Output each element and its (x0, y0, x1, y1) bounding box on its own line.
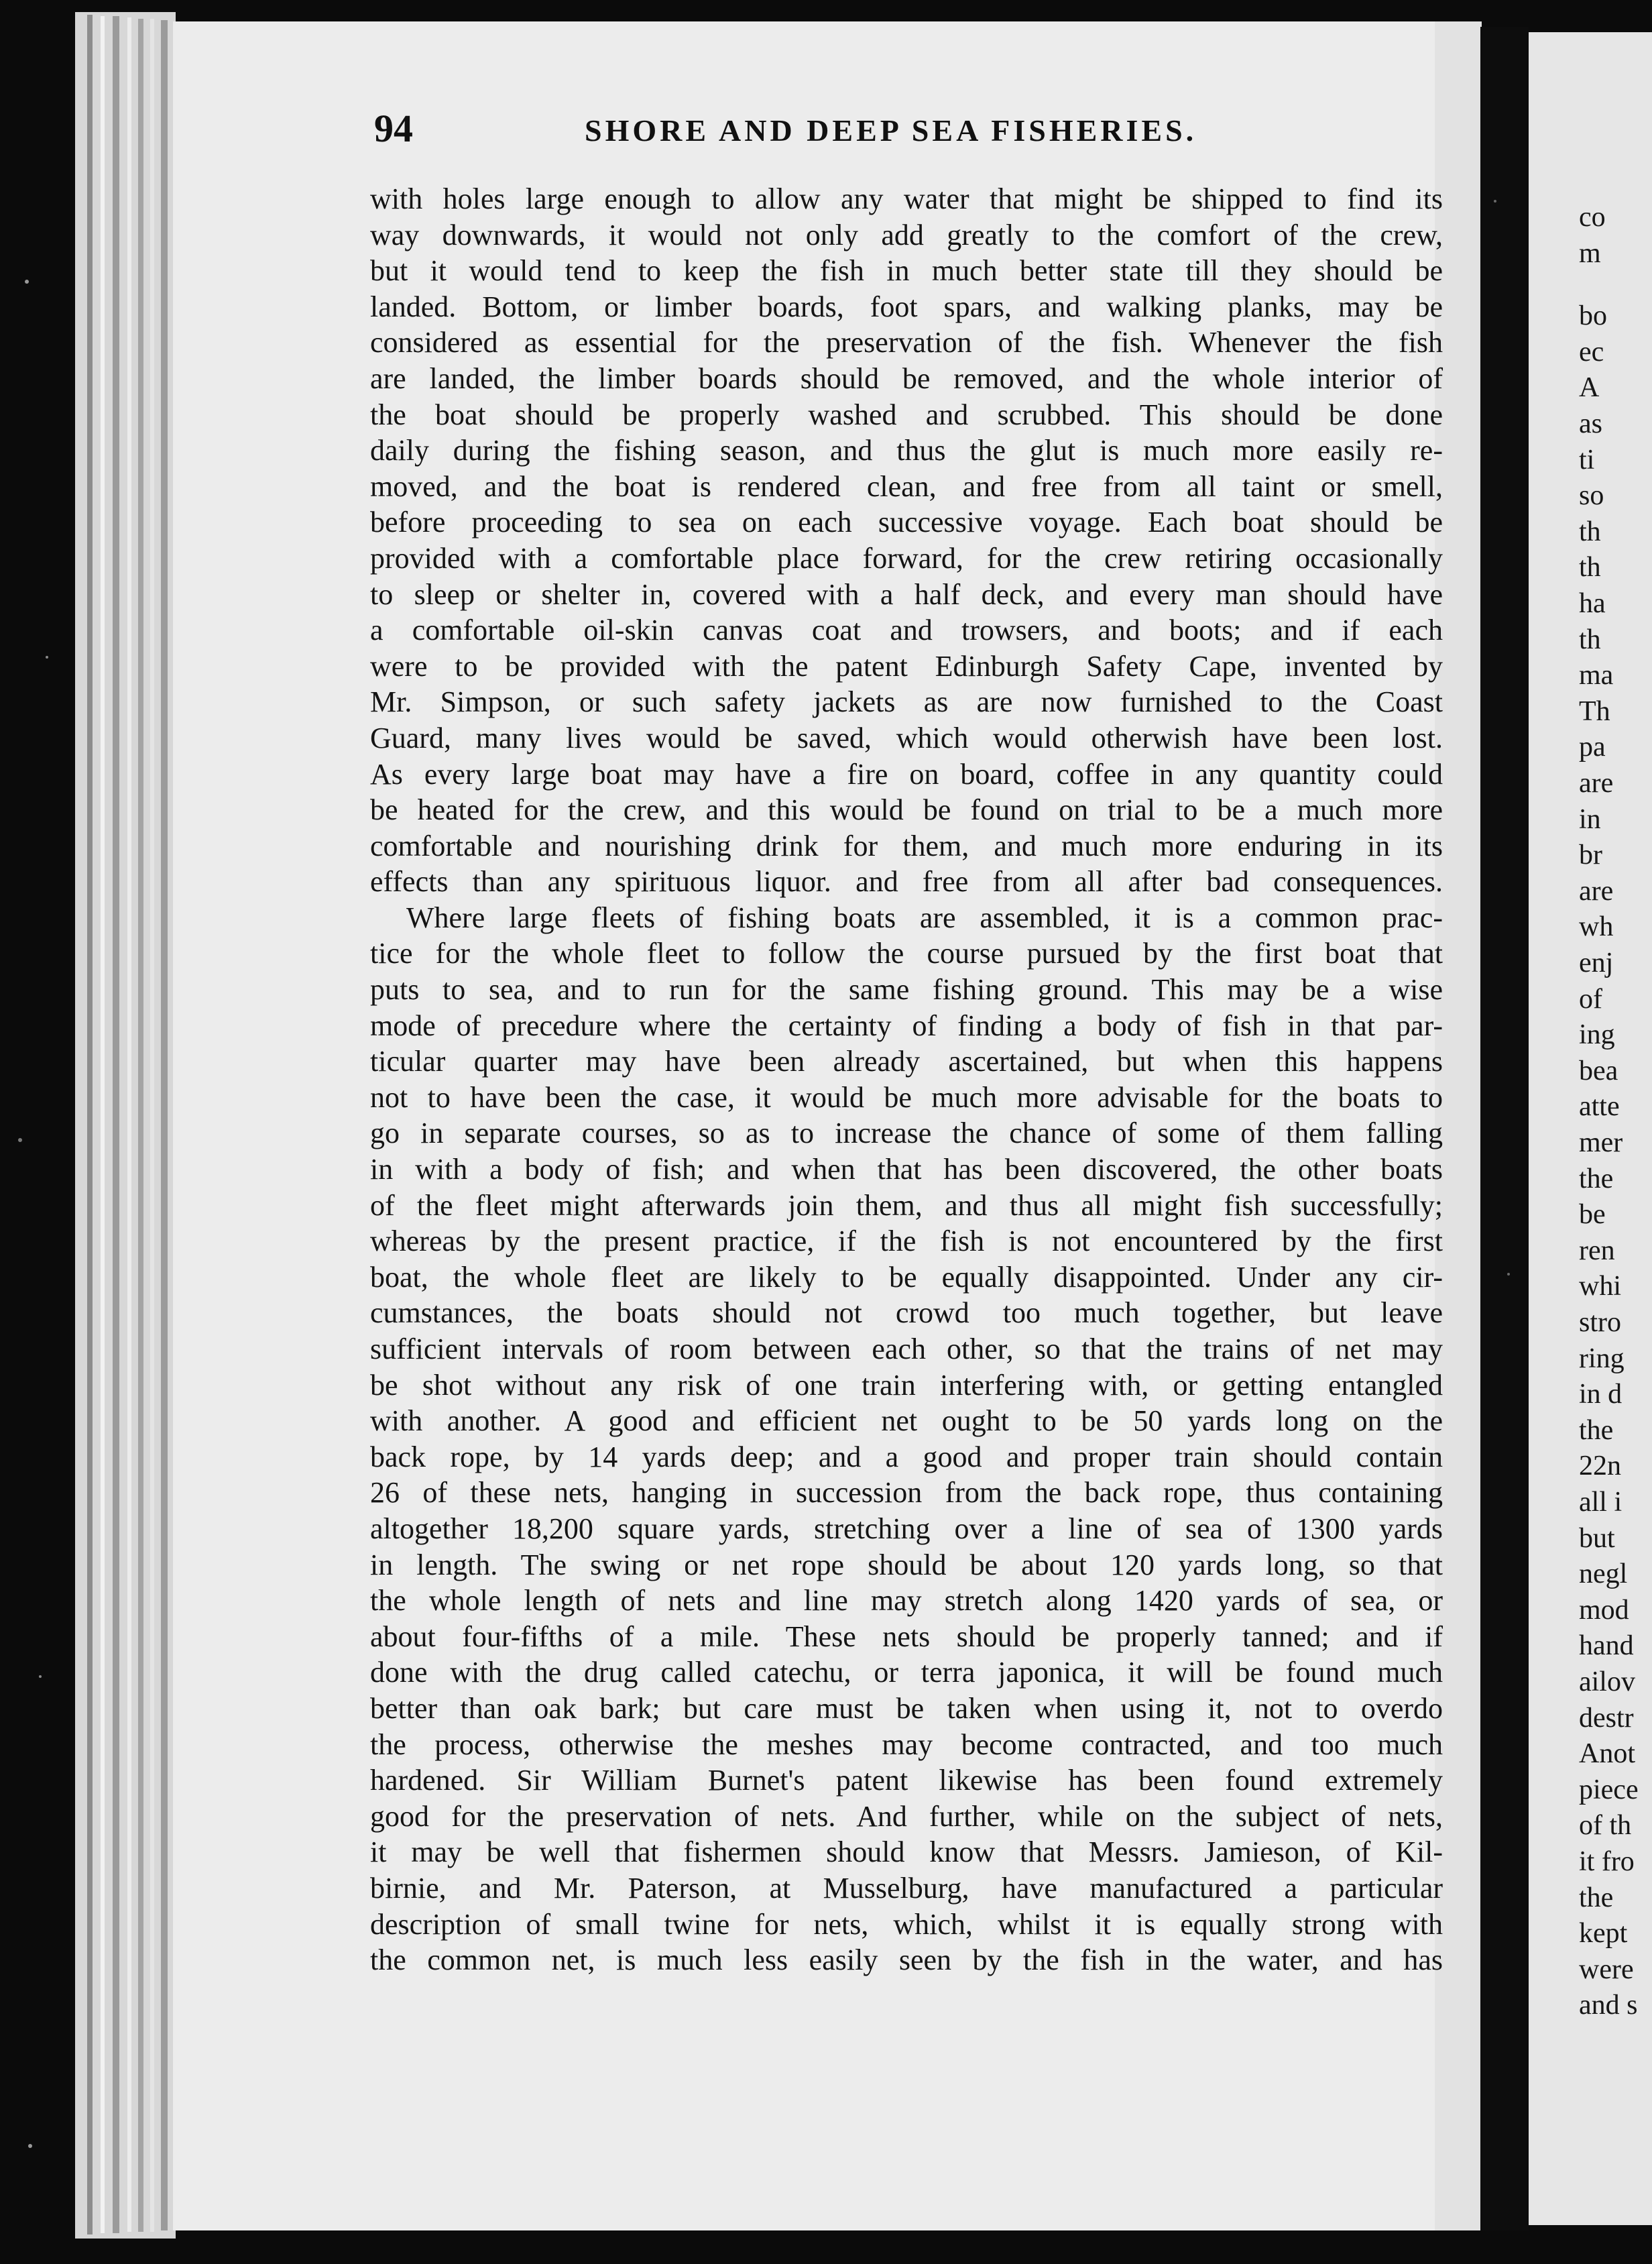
right-page-fragment: ailov (1579, 1666, 1635, 1697)
right-page-fragment: in d (1579, 1379, 1622, 1410)
right-page-fragment: be (1579, 1199, 1606, 1231)
right-page-fragment: 22n (1579, 1451, 1621, 1482)
right-page-fragment: negl (1579, 1559, 1628, 1590)
body-line: the common net, is much less easily seen by the fish in the water, and has (370, 1943, 1443, 1977)
right-page-fragment: ing (1579, 1019, 1615, 1051)
body-line: back rope, by 14 yards deep; and a good and proper train should contain (370, 1440, 1443, 1473)
body-line: puts to sea, and to run for the same fishing ground. This may be a wise (370, 973, 1443, 1007)
body-line: with holes large enough to allow any water that might be shipped to find its (370, 182, 1443, 215)
right-page-fragment: as (1579, 408, 1602, 439)
body-text (370, 181, 1443, 1978)
right-page-fragment: Anot (1579, 1738, 1635, 1770)
body-line: the process, otherwise the meshes may become contracted, and too much (370, 1728, 1443, 1761)
right-page-fragment: atte (1579, 1091, 1620, 1123)
right-page-fragment: enj (1579, 948, 1614, 978)
body-line: the boat should be properly washed and scrubbed. This should be done (370, 398, 1443, 431)
body-line: were to be provided with the patent Edinburgh Safety Cape, invented by (370, 649, 1443, 683)
right-page-fragment: m (1579, 237, 1601, 269)
body-line: way downwards, it would not only add greatly to the comfort of the crew, (370, 218, 1443, 251)
body-line: Guard, many lives would be saved, which would otherwish have been lost. (370, 721, 1443, 754)
body-line: good for the preservation of nets. And further, while on the subject of nets, (370, 1799, 1443, 1833)
body-line: but it would tend to keep the fish in much better state till they should be (370, 254, 1443, 288)
right-page-fragment: ma (1579, 660, 1614, 691)
body-line: mode of precedure where the certainty of finding a body of fish in that par- (370, 1009, 1443, 1042)
right-page-fragment: ec (1579, 336, 1604, 367)
body-line: of the fleet might afterwards join them, and thus all might fish successfully; (370, 1188, 1443, 1222)
body-line: considered as essential for the preservation of the fish. Whenever the fish (370, 326, 1443, 359)
right-page-fragment: of th (1579, 1810, 1632, 1842)
right-page-fragment: the (1579, 1882, 1614, 1913)
right-page-fragment: and s (1579, 1990, 1638, 2021)
body-line: go in separate courses, so as to increase the chance of some of them falling (370, 1117, 1443, 1150)
right-page-fragment: all i (1579, 1487, 1622, 1518)
right-page-fragment: piece (1579, 1774, 1639, 1805)
right-page-fragment: in (1579, 803, 1601, 835)
body-line: the whole length of nets and line may stretch along 1420 yards of sea, or (370, 1584, 1443, 1618)
body-line: As every large boat may have a fire on board, coffee in any quantity could (370, 757, 1443, 791)
body-line: are landed, the limber boards should be removed, and the whole interior of (370, 361, 1443, 395)
right-page-fragment: co (1579, 202, 1606, 233)
body-line: cumstances, the boats should not crowd too much together, but leave (370, 1296, 1443, 1330)
body-line: a comfortable oil-skin canvas coat and trowsers, and boots; and if each (370, 614, 1443, 647)
body-line: birnie, and Mr. Paterson, at Musselburg, have manufactured a particular (370, 1871, 1443, 1905)
right-page-fragment: the (1579, 1163, 1614, 1194)
body-line: boat, the whole fleet are likely to be equally disappointed. Under any cir- (370, 1260, 1443, 1294)
right-page-fragment: are (1579, 875, 1614, 907)
body-line: it may be well that fishermen should know that Messrs. Jamieson, of Kil- (370, 1835, 1443, 1869)
right-page-fragment: hand (1579, 1630, 1634, 1662)
body-line: ticular quarter may have been already ascertained, but when this happens (370, 1045, 1443, 1078)
right-page-fragment: th (1579, 624, 1601, 655)
right-page-fragment: wh (1579, 911, 1614, 943)
running-title: SHORE AND DEEP SEA FISHERIES. (585, 113, 1197, 148)
body-line: with another. A good and efficient net ought to be 50 yards long on the (370, 1404, 1443, 1438)
body-line: tice for the whole fleet to follow the course pursued by the first boat that (370, 937, 1443, 970)
right-page-fragment: are (1579, 768, 1614, 799)
body-line: not to have been the case, it would be much more advisable for the boats to (370, 1080, 1443, 1114)
right-page-fragment: A (1579, 372, 1600, 404)
right-page-fragment: kept (1579, 1918, 1628, 1949)
body-line: comfortable and nourishing drink for them, and much more enduring in its (370, 829, 1443, 862)
body-line: Mr. Simpson, or such safety jackets as are now furnished to the Coast (370, 685, 1443, 719)
right-page-fragment: ha (1579, 588, 1606, 619)
right-page-fragment: bo (1579, 300, 1607, 332)
body-line: about four-fifths of a mile. These nets should be properly tanned; and if (370, 1620, 1443, 1653)
right-page-fragment: it fro (1579, 1846, 1635, 1877)
right-page-fragment: so (1579, 480, 1604, 512)
right-page-fragment: ti (1579, 444, 1595, 475)
paragraph-first-line: Where large fleets of fishing boats are assembled, it is a common prac- (406, 901, 1443, 934)
right-page-fragment: ren (1579, 1235, 1615, 1266)
right-page-fragment: whi (1579, 1271, 1621, 1302)
right-page-fragment: but (1579, 1522, 1615, 1554)
right-page-fragment: destr (1579, 1702, 1634, 1734)
right-page-fragment: ring (1579, 1343, 1625, 1374)
body-line: in length. The swing or net rope should be about 120 yards long, so that (370, 1548, 1443, 1581)
body-line: daily during the fishing season, and thus the glut is much more easily re- (370, 434, 1443, 467)
body-line: whereas by the present practice, if the fish is not encountered by the first (370, 1225, 1443, 1258)
body-line: landed. Bottom, or limber boards, foot spars, and walking planks, may be (370, 290, 1443, 323)
body-line: provided with a comfortable place forward, for the crew retiring occasionally (370, 541, 1443, 575)
body-line: before proceeding to sea on each successive voyage. Each boat should be (370, 506, 1443, 539)
right-page-fragment: mod (1579, 1594, 1629, 1626)
body-line: to sleep or shelter in, covered with a half deck, and every man should have (370, 577, 1443, 611)
right-page-fragment: bea (1579, 1055, 1618, 1086)
right-page-fragment: th (1579, 552, 1601, 583)
right-page-fragment: mer (1579, 1127, 1623, 1158)
body-line: done with the drug called catechu, or terra japonica, it will be found much (370, 1656, 1443, 1689)
body-line: description of small twine for nets, which, whilst it is equally strong with (370, 1907, 1443, 1941)
body-line: 26 of these nets, hanging in succession from the back rope, thus containing (370, 1476, 1443, 1510)
right-page-fragment: pa (1579, 732, 1606, 763)
right-page-fragment: br (1579, 840, 1602, 871)
body-line: in with a body of fish; and when that has been discovered, the other boats (370, 1153, 1443, 1186)
right-page-fragment: th (1579, 516, 1601, 547)
right-page-fragment: Th (1579, 695, 1610, 727)
right-page-fragment: stro (1579, 1307, 1621, 1338)
page-number: 94 (374, 107, 413, 150)
body-line: be heated for the crew, and this would be found on trial to be a much more (370, 793, 1443, 827)
right-page-fragment: the (1579, 1414, 1614, 1446)
body-line: be shot without any risk of one train interfering with, or getting entangled (370, 1368, 1443, 1402)
body-line: better than oak bark; but care must be taken when using it, not to overdo (370, 1691, 1443, 1725)
body-line: hardened. Sir William Burnet's patent likewise has been found extremely (370, 1764, 1443, 1797)
body-line: moved, and the boat is rendered clean, and free from all taint or smell, (370, 469, 1443, 503)
body-line: sufficient intervals of room between each other, so that the trains of net may (370, 1333, 1443, 1365)
right-page-fragment: of (1579, 983, 1602, 1015)
right-page-fragments (1579, 201, 1652, 2065)
right-page-fragment: were (1579, 1954, 1634, 1985)
body-line: altogether 18,200 square yards, stretching over a line of sea of 1300 yards (370, 1512, 1443, 1545)
body-line: effects than any spirituous liquor. and free from all after bad consequences. (370, 865, 1443, 899)
